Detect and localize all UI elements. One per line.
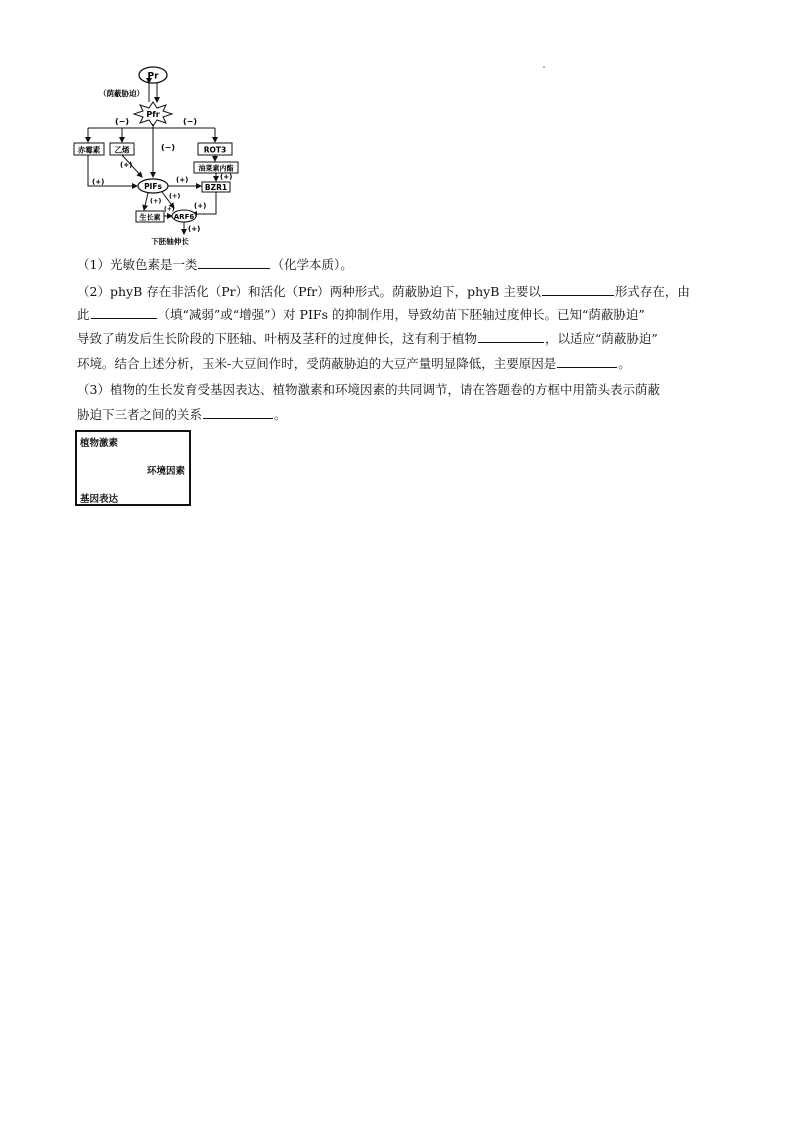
q2-line2-text-b: （填“减弱”或“增强”）对 PIFs 的抑制作用，导致幼苗下胚轴过度伸长。已知“荫蔽胁迫” [157, 307, 645, 322]
pr-label: Pr [147, 71, 159, 82]
ethylene-label: 乙烯 [114, 145, 130, 155]
phytochrome-pathway-diagram [60, 60, 260, 250]
sign-plus-bzr: (+) [220, 173, 233, 181]
q1-text-a: （1）光敏色素是一类 [77, 257, 198, 272]
answer-blank-2[interactable] [542, 283, 614, 296]
question-2-line-1 [77, 283, 767, 300]
question-2-line-4 [77, 355, 767, 372]
q3-line1-text: （3）植物的生长发育受基因表达、植物激素和环境因素的共同调节，请在答题卷的方框中用箭头表示荫蔽 [77, 382, 660, 397]
q3-line2-text-b: 。 [274, 407, 287, 422]
pifs-label: PIFs [144, 182, 162, 191]
q2-line4-text-b: 。 [618, 356, 631, 371]
q3-line2-text-a: 胁迫下三者之间的关系 [77, 407, 203, 422]
sign-plus-pifs-auxin: (+) [150, 197, 162, 205]
brassinolide-label: 油菜素内酯 [198, 164, 234, 173]
sign-plus-ethylene: (+) [120, 161, 133, 169]
q2-line4-text-a: 环境。结合上述分析，玉米-大豆间作时，受荫蔽胁迫的大豆产量明显降低，主要原因是 [77, 356, 557, 371]
shade-stress-label: （荫蔽胁迫） [99, 89, 144, 98]
answer-box-hormone: 植物激素 [80, 438, 119, 449]
hypocotyl-label: 下胚轴伸长 [151, 237, 189, 246]
q1-text-b: （化学本质）。 [271, 257, 353, 272]
answer-box-gene: 基因表达 [80, 494, 119, 505]
sign-plus-arf6: (+) [188, 225, 201, 233]
sign-plus-gibberellin: (+) [92, 178, 105, 186]
q2-line2-text-a: 此 [77, 307, 90, 322]
answer-blank-4[interactable] [478, 330, 544, 343]
scan-speck [543, 66, 545, 68]
answer-box-environment: 环境因素 [147, 466, 186, 477]
rot3-label: ROT3 [203, 145, 227, 155]
sign-minus-left: (−) [114, 117, 130, 126]
sign-minus-right: (−) [182, 117, 198, 126]
question-2-line-3 [77, 330, 767, 347]
gibberellin-label: 赤霉素 [77, 145, 101, 155]
q2-line1-text-a: （2）phyB 存在非活化（Pr）和活化（Pfr）两种形式。荫蔽胁迫下，phyB 主要以 [77, 284, 541, 299]
arf6-label: ARF6 [173, 213, 195, 221]
answer-blank-6[interactable] [203, 406, 273, 419]
question-2-line-2 [77, 306, 767, 323]
sign-plus-pifs-arf6: (+) [169, 192, 181, 200]
auxin-label: 生长素 [139, 213, 161, 222]
answer-box[interactable] [75, 430, 191, 506]
sign-minus-center: (−) [161, 143, 176, 152]
bzr1-label: BZR1 [204, 183, 228, 192]
answer-blank-3[interactable] [91, 306, 157, 319]
answer-blank-5[interactable] [557, 355, 617, 368]
answer-blank-1[interactable] [198, 256, 270, 269]
q2-line3-text-a: 导致了萌发后生长阶段的下胚轴、叶柄及茎秆的过度伸长，这有利于植物 [77, 331, 478, 346]
sign-plus-bzr-arf6: (+) [194, 202, 207, 210]
sign-plus-pifs-bzr: (+) [176, 176, 189, 184]
question-1 [77, 256, 767, 273]
question-3-line-2 [77, 406, 767, 423]
pfr-label: Pfr [146, 110, 160, 119]
question-3-line-1 [77, 382, 767, 398]
q2-line1-text-b: 形式存在，由 [614, 284, 690, 299]
q2-line3-text-b: ，以适应“荫蔽胁迫” [545, 331, 658, 346]
sign-plus-auxin-arf6: (+) [164, 206, 175, 213]
